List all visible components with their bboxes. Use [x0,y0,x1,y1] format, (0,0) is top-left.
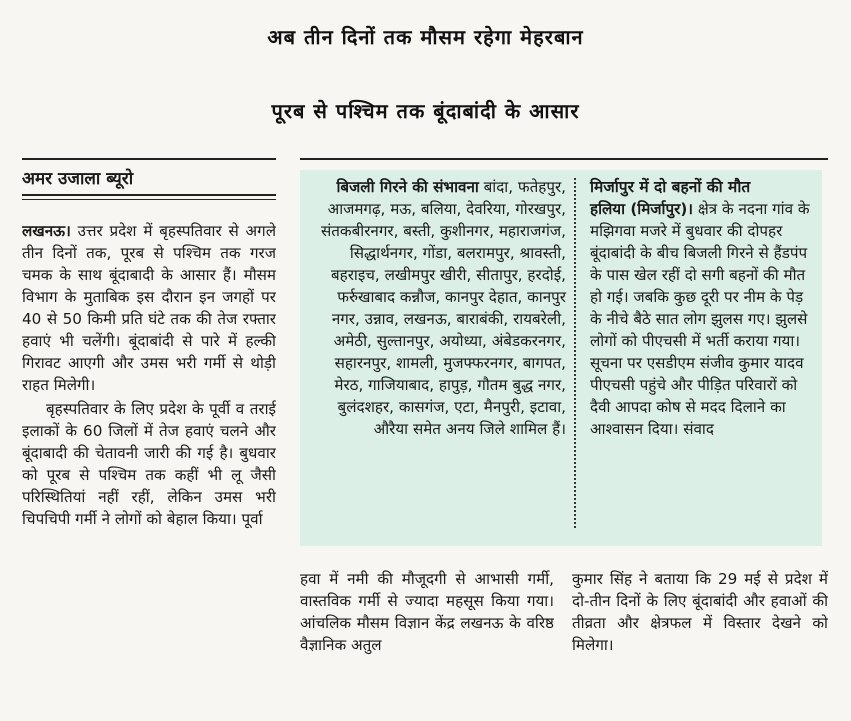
headline-line-2: पूरब से पश्चिम तक बूंदाबांदी के आसार [271,99,580,123]
mirzapur-box [590,176,814,536]
box-divider [574,178,578,528]
mirzapur-box-text: क्षेत्र के नदना गांव के मझिगवा मजरे में बुधवार की दोपहर बूंदाबांदी के बीच बिजली गिरने से हैंडपंप के पास खेल रहीं दो सगी बहनों की मौत हो गई। जबकि कुछ दूरी पर नीम के पेड़ के नीचे बैठे सात लोग झुलस गए। झुलसे लोगों को पीएचसी में भर्ती कराया गया। सूचना पर एसडीएम संजीव कुमार यादव पीएचसी पहुंचे और पीड़ित परिवारों को दैवी आपदा कोष से मदद दिलाने का आश्वासन दिया। संवाद [590,200,810,438]
headline-line-1: अब तीन दिनों तक मौसम रहेगा मेहरबान [267,25,584,49]
districts-box [314,176,566,536]
article-column-1 [22,220,276,716]
article-column-3: कुमार सिंह ने बताया कि 29 मई से प्रदेश में दो-तीन दिनों के लिए बूंदाबांदी और हवाओं की तीव्रता और क्षेत्रफल में विस्तार देखने को मिलेगा। [572,570,828,654]
byline: अमर उजाला ब्यूरो [22,169,134,189]
mirzapur-dateline: हलिया (मिर्जापुर)। [590,200,694,218]
mirzapur-box-title: मिर्जापुर में दो बहनों की मौत [590,178,751,196]
byline-underline [22,199,276,200]
paragraph-1 [22,220,276,396]
headline-rule-right [300,158,828,160]
paragraph-1-text: उत्तर प्रदेश में बृहस्पतिवार से अगले तीन दिनों तक, पूरब से पश्चिम तक गरज चमक के साथ बूंदाबादी के आसार हैं। मौसम विभाग के मुताबिक इस दौरान इन जगहों पर 40 से 50 किमी प्रति घंटे तक की तेज रफ्तार हवाएं भी चलेंगी। बूंदाबांदी से पारे में हल्की गिरावट आएगी और उमस भरी गर्मी से थोड़ी राहत मिलेगी। [22,222,276,394]
article-column-2: हवा में नमी की मौजूदगी से आभासी गर्मी, वास्तविक गर्मी से ज्यादा महसूस किया गया। आंचलिक मौसम विज्ञान केंद्र लखनऊ के वरिष्ठ वैज्ञानिक अतुल [300,570,554,654]
paragraph-2: बृहस्पतिवार के लिए प्रदेश के पूर्वी व तराई इलाकों के 60 जिलों में तेज हवाएं चलने और बूंदाबादी की चेतावनी जारी की गई है। बुधवार को पूरब से पश्चिम तक कहीं भी लू जैसी परिस्थितियां नहीं रहीं, लेकिन उमस भरी चिपचिपी गर्मी ने लोगों को बेहाल किया। पूर्वा [22,400,276,528]
districts-box-title: बिजली गिरने की संभावना [336,178,479,196]
dateline-lucknow: लखनऊ। [22,222,71,240]
headline-rule-left [22,158,276,160]
districts-box-text: बांदा, फतेहपुर, आजमगढ़, मऊ, बलिया, देवरिया, गोरखपुर, संतकबीरनगर, बस्ती, कुशीनगर, महाराजगंज, सिद्धार्थनगर, गोंडा, बलरामपुर, श्रावस्ती, बहराइच, लखीमपुर खीरी, सीतापुर, हरदोई, फर्रुखाबाद कन्नौज, कानपुर देहात, कानपुर नगर, उन्नाव, लखनऊ, बाराबंकी, रायबरेली, अमेठी, सुल्तानपुर, अयोध्या, अंबेडकरनगर, सहारनपुर, शामली, मुजफ्फरनगर, बागपत, मेरठ, गाजियाबाद, हापुड़, गौतम बुद्ध नगर, बुलंदशहर, कासगंज, एटा, मैनपुरी, इटावा, औरैया समेत अनय जिले शामिल हैं। [321,178,566,438]
byline-rule [22,194,276,196]
